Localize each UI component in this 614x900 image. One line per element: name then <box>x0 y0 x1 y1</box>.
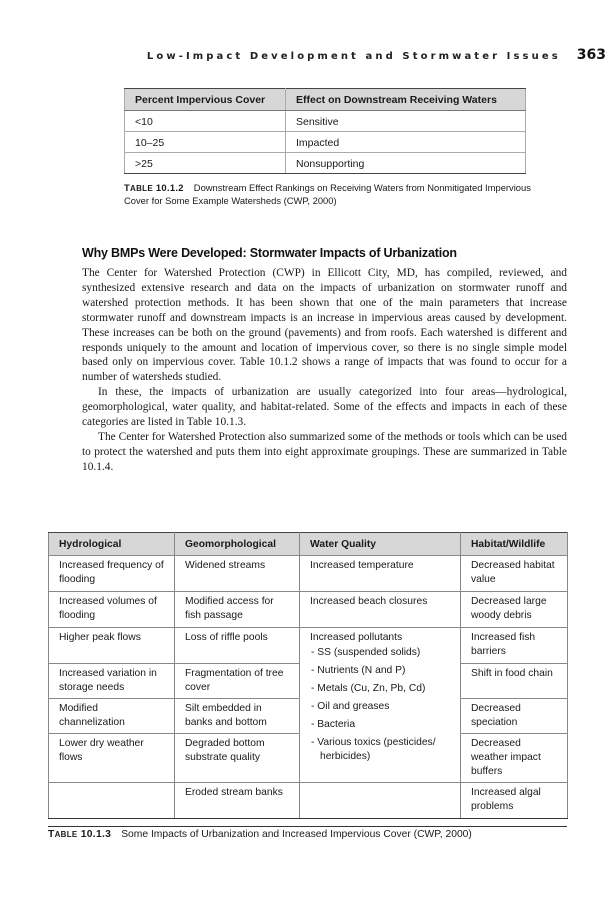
pollutant-item: - SS (suspended solids) <box>310 646 452 660</box>
hydrological-cell <box>49 783 175 819</box>
caption-label-initial: T <box>124 182 131 193</box>
table-header-row <box>49 533 568 556</box>
caption-label-initial: T <box>48 829 55 840</box>
habitat-cell: Decreased weather impact buffers <box>461 734 568 783</box>
table-header-row <box>125 89 526 111</box>
table-cell: >25 <box>125 153 286 174</box>
caption-text: Some Impacts of Urbanization and Increased Impervious Cover (CWP, 2000) <box>121 829 472 840</box>
table-row <box>49 556 568 592</box>
caption-number: 10.1.2 <box>155 182 184 193</box>
page-number: 363 <box>576 47 606 63</box>
table-row <box>125 132 526 153</box>
hydrological-cell: Higher peak flows <box>49 628 175 664</box>
habitat-cell: Shift in food chain <box>461 664 568 699</box>
table-row <box>49 592 568 628</box>
table-row <box>49 783 568 819</box>
water-quality-cell: Increased beach closures <box>300 592 461 628</box>
running-title: Low-Impact Development and Stormwater Issues <box>146 51 561 62</box>
habitat-cell: Increased algal problems <box>461 783 568 819</box>
geomorphological-cell: Fragmentation of tree cover <box>175 664 300 699</box>
pollutants-list <box>310 646 452 764</box>
paragraph: In these, the impacts of urbanization are usually categorized into four areas—hydrological, geomorphological, water quality, and habitat-related. Some of the effects and impacts in each of these categories are listed in Table 10.1.3. <box>82 386 567 429</box>
table-row <box>125 111 526 132</box>
hydrological-cell: Modified channelization <box>49 699 175 734</box>
caption-number: 10.1.3 <box>80 829 112 840</box>
caption-label <box>48 829 111 840</box>
habitat-cell: Increased fish barriers <box>461 628 568 664</box>
geomorphological-cell: Loss of riffle pools <box>175 628 300 664</box>
table-row <box>49 628 568 664</box>
pollutant-item: - Nutrients (N and P) <box>310 664 452 678</box>
geomorphological-cell: Widened streams <box>175 556 300 592</box>
column-header-water-quality: Water Quality <box>300 533 461 556</box>
paragraph: The Center for Watershed Protection (CWP) in Ellicott City, MD, has compiled, reviewed, and synthesized extensive research and data on the impacts of urbanization on stormwater runoff and watershed protection methods. It has been shown that one of the main parameters that increase stormwater runoff and downstream impacts is an increase in impervious areas caused by development. These increases can be both on the ground (pavements) and from roofs. Each watershed is different and responds uniquely to the amount and location of impervious cover, so there is no single simple model based only on impervious cover. Table 10.1.2 shows a range of impacts that was found to occur for a number of watersheds studied. <box>82 267 567 384</box>
table-caption-10-1-2 <box>124 182 534 207</box>
caption-label <box>124 182 184 193</box>
pollutant-item: - Bacteria <box>310 718 452 732</box>
column-header-percent-impervious: Percent Impervious Cover <box>125 89 286 111</box>
water-quality-pollutants-cell <box>300 628 461 783</box>
column-header-downstream-effect: Effect on Downstream Receiving Waters <box>286 89 526 111</box>
table-cell: Impacted <box>286 132 526 153</box>
geomorphological-cell: Modified access for fish passage <box>175 592 300 628</box>
table-10-1-2 <box>124 88 526 174</box>
geomorphological-cell: Eroded stream banks <box>175 783 300 819</box>
hydrological-cell: Increased frequency of flooding <box>49 556 175 592</box>
column-header-geomorphological: Geomorphological <box>175 533 300 556</box>
water-quality-cell: Increased temperature <box>300 556 461 592</box>
pollutants-title: Increased pollutants <box>310 632 403 643</box>
table-cell: <10 <box>125 111 286 132</box>
water-quality-cell <box>300 783 461 819</box>
hydrological-cell: Lower dry weather flows <box>49 734 175 783</box>
geomorphological-cell: Silt embedded in banks and bottom <box>175 699 300 734</box>
table-row <box>125 153 526 174</box>
habitat-cell: Decreased habitat value <box>461 556 568 592</box>
hydrological-cell: Increased variation in storage needs <box>49 664 175 699</box>
pollutant-item: - Various toxics (pesticides/ herbicides) <box>310 736 452 764</box>
caption-label-smallcaps: ABLE <box>54 830 78 839</box>
habitat-cell: Decreased large woody debris <box>461 592 568 628</box>
section-heading: Why BMPs Were Developed: Stormwater Impacts of Urbanization <box>82 246 457 260</box>
table-cell: Nonsupporting <box>286 153 526 174</box>
running-header <box>146 47 606 65</box>
table-caption-10-1-3 <box>48 826 567 840</box>
table-10-1-3 <box>48 532 568 819</box>
paragraph: The Center for Watershed Protection also summarized some of the methods or tools which can be used to protect the watershed and puts them into eight approximate groupings. These are summarized in Table 10.1.4. <box>82 430 567 473</box>
habitat-cell: Decreased speciation <box>461 699 568 734</box>
hydrological-cell: Increased volumes of flooding <box>49 592 175 628</box>
column-header-hydrological: Hydrological <box>49 533 175 556</box>
body-text <box>82 266 567 475</box>
pollutant-item: - Metals (Cu, Zn, Pb, Cd) <box>310 682 452 696</box>
pollutant-item: - Oil and greases <box>310 700 452 714</box>
geomorphological-cell: Degraded bottom substrate quality <box>175 734 300 783</box>
table-cell: 10–25 <box>125 132 286 153</box>
column-header-habitat-wildlife: Habitat/Wildlife <box>461 533 568 556</box>
caption-label-smallcaps: ABLE <box>130 184 154 193</box>
table-cell: Sensitive <box>286 111 526 132</box>
caption-text: Downstream Effect Rankings on Receiving Waters from Nonmitigated Impervious Cover for Some Example Watersheds (CWP, 2000) <box>124 182 531 206</box>
